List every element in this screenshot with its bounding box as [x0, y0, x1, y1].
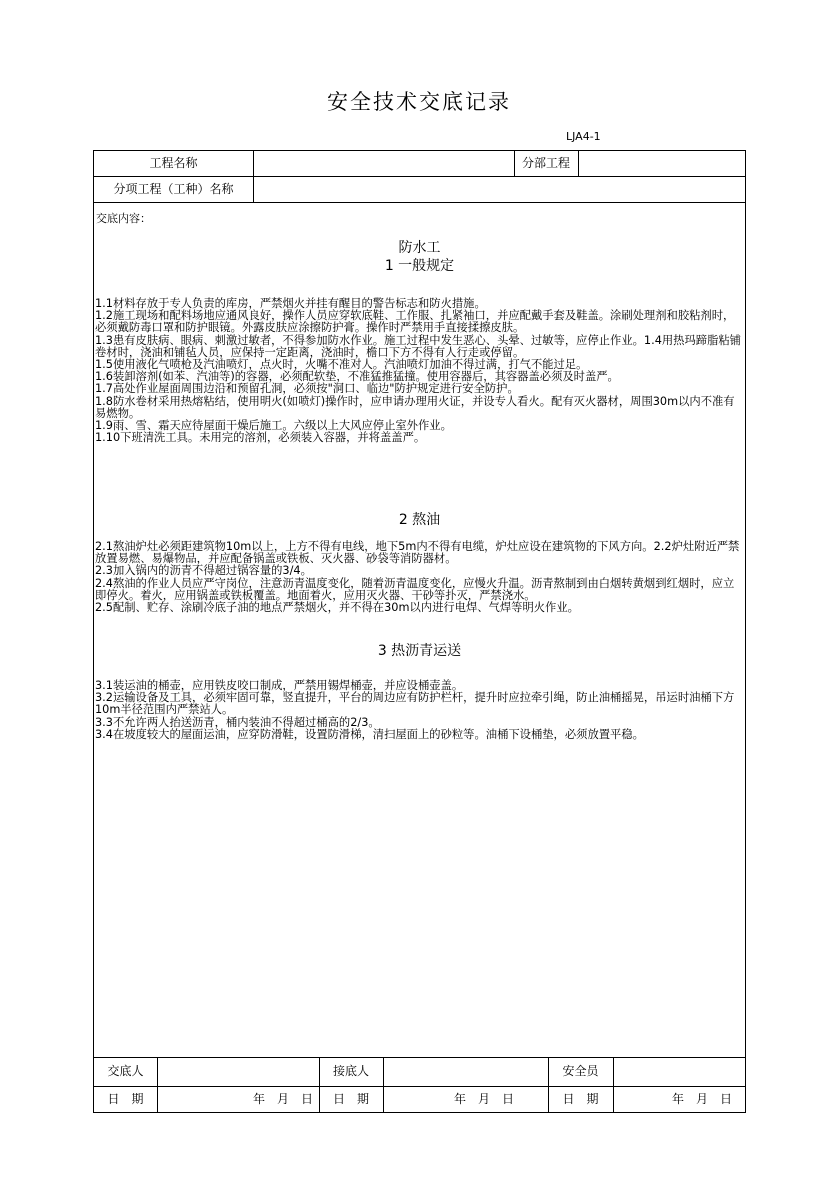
receiver-label: 接底人	[332, 1064, 369, 1078]
section-title: 2 熬油	[398, 512, 441, 528]
paragraph: 2.1熬油炉灶必须距建筑物10m以上，上方不得有电线，地下5m内不得有电缆，炉灶应设在建筑物的下风方向。2.2炉灶附近严禁放置易燃、易爆物品，并应配备锅盖或铁板、灭火器、砂袋等消防器材。	[95, 540, 740, 566]
paragraph: 1.2施工现场和配料场地应通风良好，操作人员应穿软底鞋、工作服、扎紧袖口，并应配戴手套及鞋盖。涂刷处理剂和胶粘剂时，必须戴防毒口罩和防护眼镜。外露皮肤应涂擦防护膏。操作时严禁用手直接揉擦皮肤。	[95, 309, 735, 335]
paragraph: 3.3不允许两人抬送沥青，桶内装油不得超过桶高的2/3。	[95, 715, 380, 729]
date-label: 日 期	[562, 1092, 599, 1106]
paragraph: 1.7高处作业屋面周围边沿和预留孔洞，必须按"洞口、临边"防护规定进行安全防护。	[95, 382, 519, 396]
paragraph: 1.9雨、雪、霜天应待屋面干燥后施工。六级以上大风应停止室外作业。	[95, 419, 452, 433]
discloser-label: 交底人	[107, 1064, 144, 1078]
content-heading: 防水工	[398, 240, 441, 256]
discloser-date-field[interactable]: 年 月 日	[252, 1092, 313, 1106]
paragraph: 3.1装运油的桶壶，应用铁皮咬口制成，严禁用锡焊桶壶，并应设桶壶盖。	[95, 679, 464, 692]
safety-officer-date-field[interactable]: 年 月 日	[671, 1092, 732, 1106]
row-divider	[94, 1057, 745, 1058]
paragraph: 2.4熬油的作业人员应严守岗位，注意沥青温度变化，随着沥青温度变化，应慢火升温。沥青熬制到由白烟转黄烟到红烟时，应立即停火。着火，应用锅盖或铁板覆盖。地面着火，应用灭火器、干砂等扑灭，严禁浇水。	[95, 576, 735, 602]
paragraph: 3.2运输设备及工具，必须牢固可靠，竖直提升，平台的周边应有防护栏杆，提升时应拉牵引绳，防止油桶摇晃，吊运时油桶下方10m半径范围内严禁站人。	[95, 691, 735, 717]
disclosure-content	[94, 206, 745, 1057]
paragraph: 1.6装卸溶剂(如苯、汽油等)的容器，必须配软垫，不准猛推猛撞。使用容器后，其容器盖必须及时盖严。	[95, 370, 619, 384]
paragraph: 1.1材料存放于专人负责的库房，严禁烟火并挂有醒目的警告标志和防火措施。	[95, 297, 486, 310]
paragraph: 1.10下班清洗工具。未用完的溶剂，必须装入容器，并将盖盖严。	[95, 431, 426, 445]
date-label: 日 期	[332, 1092, 369, 1106]
paragraph: 1.5使用液化气喷枪及汽油喷灯，点火时，火嘴不准对人。汽油喷灯加油不得过满，打气不能过足。	[95, 358, 588, 372]
row-divider	[94, 202, 745, 203]
paragraph: 1.8防水卷材采用热熔粘结，使用明火(如喷灯)操作时，应申请办理用火证，并设专人看火。配有灭火器材，周围30m以内不准有易燃物。	[95, 394, 735, 420]
paragraph: 1.3患有皮肤病、眼病、刺激过敏者，不得参加防水作业。施工过程中发生恶心、头晕、过敏等，应停止作业。1.4用热玛蹄脂粘铺卷材时，浇油和铺毡人员，应保持一定距离，浇油时，檐口下方不得有人行走或停留。	[95, 333, 741, 359]
section-title: 1 一般规定	[384, 258, 455, 274]
division-label: 分部工程	[521, 156, 570, 170]
paragraph: 2.3加入锅内的沥青不得超过锅容量的3/4。	[95, 564, 312, 578]
paragraph: 3.4在坡度较大的屋面运油，应穿防滑鞋，设置防滑梯，清扫屋面上的砂粒等。油桶下设桶垫，必须放置平稳。	[95, 727, 644, 741]
content-label: 交底内容：	[96, 212, 151, 225]
column-divider	[578, 151, 579, 176]
safety-officer-label: 安全员	[562, 1064, 599, 1078]
project-name-label: 工程名称	[149, 156, 198, 170]
section-body	[95, 680, 741, 741]
receiver-date-field[interactable]: 年 月 日	[453, 1092, 514, 1106]
document-title: 安全技术交底记录	[327, 90, 511, 114]
column-divider	[253, 151, 254, 202]
date-label: 日 期	[107, 1092, 144, 1106]
disclosure-form	[93, 150, 746, 1113]
form-code: LJA4-1	[566, 130, 601, 143]
section-body	[95, 298, 741, 444]
subitem-label: 分项工程（工种）名称	[113, 182, 234, 196]
paragraph: 2.5配制、贮存、涂刷冷底子油的地点严禁烟火，并不得在30m以内进行电焊、气焊等明火作业。	[95, 601, 579, 615]
section-body	[95, 541, 741, 614]
section-title: 3 热沥青运送	[377, 643, 462, 659]
